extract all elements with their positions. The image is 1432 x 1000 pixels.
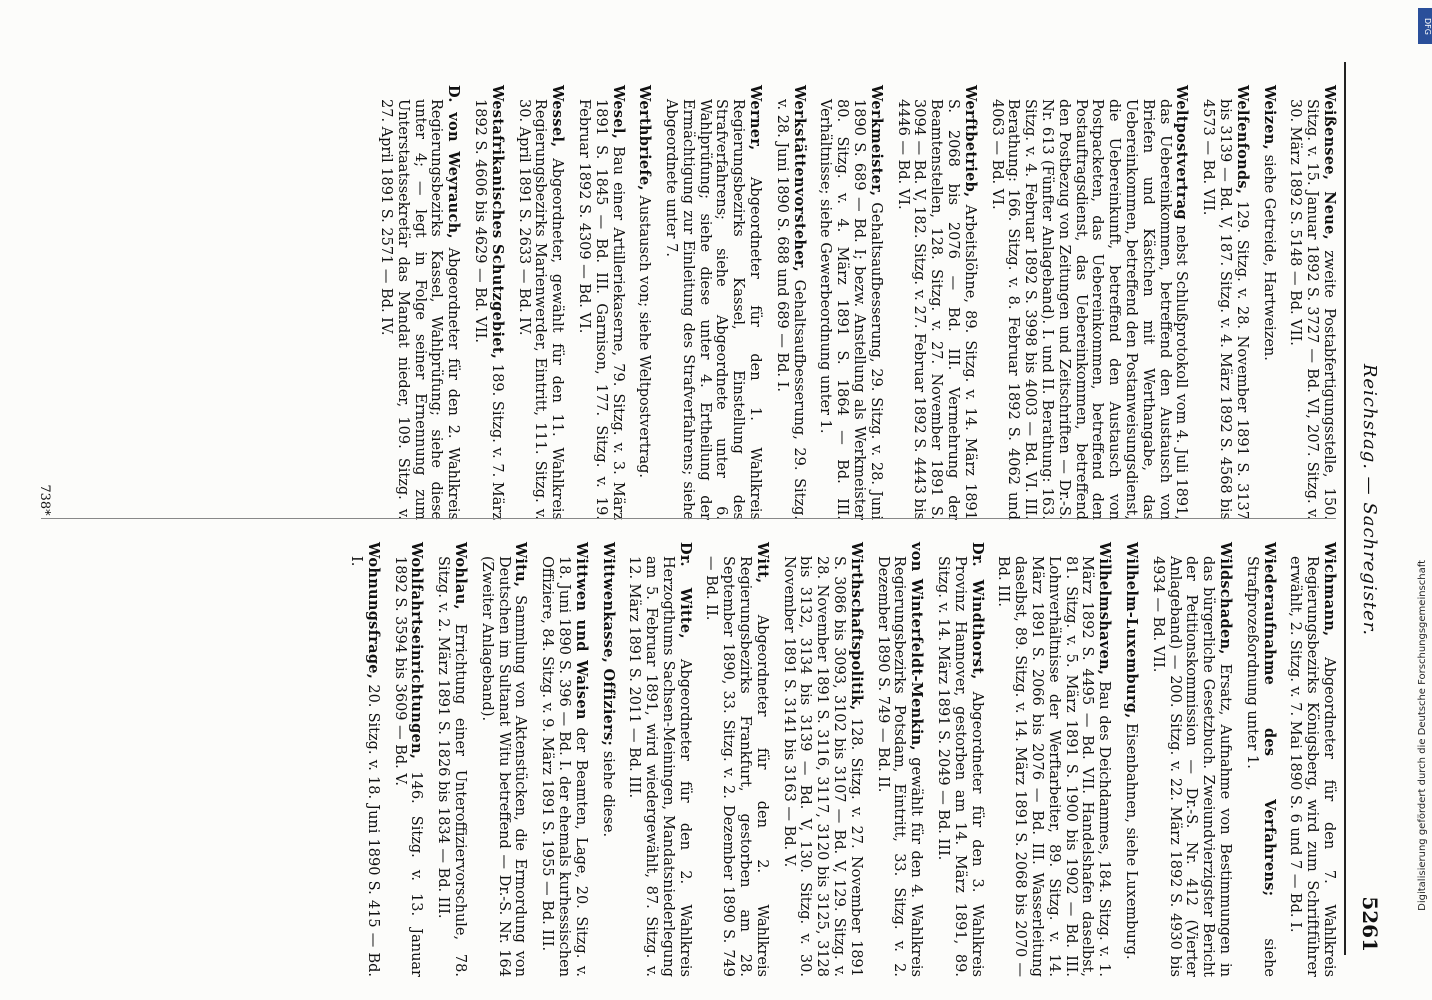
entry-text: der Beamten, Lage, 20. Sitzg. v. 18. Juni 1890 S. 396 — Bd. I. der ehemals kurhessischen Offiziere, 84. Sitzg. v. 9. März 1891 S. 1955 — Bd. III. — [539, 556, 589, 977]
index-entry — [478, 542, 528, 977]
index-entry — [1122, 542, 1139, 977]
index-entry — [515, 85, 565, 520]
index-entry — [1260, 85, 1277, 520]
entry-text: Arbeitslöhne, 89. Sitzg. v. 14. März 1891 S. 2068 bis 2076 — Bd. III. Vermehrung der Beamtenstellen, 128. Sitzg. v. 27. November 1891 S. 3094 — Bd. V, 182. Sitzg. v. 27. Februar 1892 S. 4443 bis 4446 — Bd. VI. — [894, 99, 978, 521]
entry-text: Bau einer Artilleriekaserne, 79. Sitzg. v. 3. März 1891 S. 1845 — Bd. III. Garnison, 177. Sitzg. v. 19. Februar 1892 S. 4309 — Bd. VI. — [575, 99, 626, 520]
entry-heading: Wittwen und Waisen — [572, 542, 590, 720]
entry-text: siehe Getreide, Hartweizen. — [1260, 154, 1277, 361]
index-entry — [894, 85, 978, 520]
index-entry — [599, 542, 616, 977]
index-entry — [1287, 542, 1337, 977]
digitization-credit: Digitalisierung gefördert durch die Deutsche Forschungsgemeinschaft — [1417, 560, 1428, 911]
entry-heading: Wessel, — [549, 85, 567, 148]
entry-heading: Wohnungsfrage, — [364, 542, 382, 680]
entry-text: Austausch von; siehe Weltpostvertrag. — [636, 195, 653, 479]
index-entry — [575, 85, 625, 520]
entry-heading: Wohlfahrtseinrichtungen, — [408, 542, 426, 760]
entry-text: Gehaltsaufbesserung, 29. Sitzg. v. 28. Juni 1890 S. 689 — Bd. I; bezw. Anstellung als Werkmeister 80. Sitzg. v. 4. März 1891 S. 1864 — Bd. III. Verhältnisse; siehe Gewerbeordnung unter 1. — [817, 99, 884, 521]
entry-text: gewählt für den 4. Wahlkreis Regierungsbezirks Potsdam, Eintritt, 33. Sitzg. v. 2. Dezember 1890 S. 749 — Bd. II. — [874, 556, 925, 977]
index-entry — [471, 85, 505, 520]
entry-text: siehe diese. — [599, 750, 616, 838]
entry-heading: Welfenfonds, — [1233, 85, 1251, 195]
entry-text: 129. Sitzg. v. 28. November 1891 S. 3137 bis 3139 — Bd. V, 187. Sitzg. v. 4. März 1892 S. 4568 bis 4573 — Bd. VII. — [1200, 99, 1250, 520]
entry-heading: Werkstättenvorsteher, — [790, 85, 808, 272]
page-number: 5261 — [1358, 896, 1382, 952]
index-entry — [988, 85, 1190, 520]
entry-heading: Werner, — [747, 85, 765, 151]
index-entry — [1243, 542, 1277, 977]
index-entry — [434, 542, 468, 977]
entry-text: Abgeordneter für den 3. Wahlkreis Provinz Hannover, gestorben am 14. März 1891, 89. Sitzg. v. 14. März 1891 S. 2049 — Bd. III. — [935, 556, 985, 978]
entry-text: Abgeordneter für den 2. Wahlkreis Herzogthums Sachsen-Meiningen, Mandatsniederlegung am 5. Februar 1891, wird wiedergewählt, 87. Sitzg. v. 12. März 1891 S. 2011 — Bd. III. — [626, 556, 693, 978]
entry-heading: Wittwenkasse, Offiziers; — [599, 542, 617, 747]
entry-heading: Westafrikanisches Schutzgebiet, — [488, 85, 506, 360]
index-entry — [347, 542, 381, 977]
entry-text: Abgeordneter für den 7. Wahlkreis Regierungsbezirks Königsberg, wird zum Schriftführer erwählt, 2. Sitzg. v. 7. Mai 1890 S. 6 und 7 — Bd. I. — [1287, 556, 1337, 978]
entry-heading: Werkmeister, — [867, 85, 885, 197]
sheet-mark: 738* — [37, 484, 52, 516]
entry-text: Abgeordneter für den 2. Wahlkreis Regierungsbezirks Frankfurt, gestorben am 28. September 1890, 33. Sitzg. v. 2. Dezember 1890 S. 749 — Bd. II. — [703, 556, 770, 977]
entry-text: Ersatz, Aufnahme von Bestimmungen in das bürgerliche Gesetzbuch. Zweiundvierzigster Bericht der Petitionskommission — Dr.-S. Nr. 412 (Vierter Anlageband) — 200. Sitzg. v. 22. März 1892 S. 4930 bis 4934 — Bd. VII. — [1149, 556, 1234, 977]
entry-heading: Wildschaden, — [1217, 542, 1235, 655]
index-entry — [391, 542, 425, 977]
entry-heading: Werftbetrieb, — [961, 85, 979, 198]
index-entry — [817, 85, 884, 520]
page-header-title: Reichstag. — Sachregister. — [1359, 363, 1380, 637]
entry-heading: Wesel, — [609, 85, 627, 140]
index-entry — [703, 542, 770, 977]
entry-heading: Wohlau, — [451, 542, 469, 610]
index-entry — [626, 542, 693, 977]
index-entry — [636, 85, 653, 520]
entry-text: 146. Sitzg. v. 13. Januar 1892 S. 3594 bis 3609 — Bd. V. — [391, 556, 425, 977]
entry-heading: D. von Weyrauch, — [445, 85, 463, 239]
entry-heading: Wichmann, — [1321, 542, 1338, 637]
index-entry — [995, 542, 1113, 977]
index-entry — [662, 85, 763, 520]
entry-heading: Wiederaufnahme des Verfahrens; — [1260, 542, 1278, 897]
entry-text: Abgeordneter, gewählt für den 11. Wahlkreis Regierungsbezirks Marienwerder, Eintritt, 111. Sitzg. v. 30. April 1891 S. 2633 — Bd. IV. — [515, 99, 566, 520]
entry-text: Sammlung von Aktenstücken, die Ermordung von Deutschen im Sultanat Witu betreffend — Dr.-S. Nr. 164 (Zweiter Anlageband). — [478, 556, 529, 977]
index-entry — [1199, 85, 1249, 520]
entry-heading: Witu, — [512, 542, 530, 588]
entry-heading: Werthbriefe, — [636, 85, 654, 191]
entry-text: Abgeordneter für den 2. Wahlkreis Regierungsbezirks Kassel, Wahlprüfung; siehe diese unter 4; — legt in Folge seiner Ernennung zum Unterstaatssekretär das Mandat nieder, 109. Sitzg. v. 27. April 1891 S. 2571 — Bd. IV. — [377, 99, 462, 520]
entry-heading: Wilhelm-Luxemburg, — [1123, 542, 1141, 719]
entry-heading: Weißensee, Neue, — [1321, 85, 1338, 241]
entry-text: 20. Sitzg. v. 18. Juni 1890 S. 415 — Bd. I. — [347, 556, 381, 978]
entry-text: Errichtung einer Unteroffiziervorschule, 78. Sitzg. v. 2. März 1891 S. 1826 bis 1834 — Bd. III. — [435, 556, 468, 977]
entry-text: 189. Sitzg. v. 7. März 1892 S. 4606 bis 4629 — Bd. VII. — [471, 99, 505, 520]
entry-heading: Dr. Windthorst, — [968, 542, 986, 680]
left-column — [367, 85, 1337, 520]
entry-text: 128. Sitzg. v. 27. November 1891 S. 3086 bis 3093, 3102 bis 3107 — Bd. V, 129. Sitzg. v. 28. November 1891 S. 3116, 3117, 3120 bis 3125, 3128 bis 3132, 3134 bis 3139 — Bd. V, 130. Sitzg. v. 30. November 1891 S. 3141 bis 3163 — Bd. V. — [780, 556, 864, 977]
dfg-logo: DFG — [1418, 8, 1432, 44]
entry-heading: Weltpostvertrag — [1173, 85, 1191, 220]
entry-text: Bau des Deichdammes, 184. Sitzg. v. 1. März 1892 S. 4495 — Bd. VII. Handelshafen daselbst, 81. Sitzg. v. 5. März 1891 S. 1900 bis 1902 — Bd. III. Lohnverhältnisse der Werftarbeiter, 89. Sitzg. v. 14. März 1891 S. 2066 bis 2076 — Bd. III. Wasserleitung daselbst, 89. Sitzg. v. 14. März 1891 S. 2068 bis 2070 — Bd. III. — [995, 556, 1113, 977]
header-rule — [1344, 62, 1346, 955]
entry-heading: von Winterfeldt-Menkin, — [908, 542, 926, 751]
entry-text: siehe Strafprozeßordnung unter 1. — [1243, 556, 1277, 977]
index-entry — [780, 542, 864, 977]
entry-text: Eisenbahnen, siehe Luxemburg. — [1123, 723, 1140, 960]
index-entry — [773, 85, 807, 520]
entry-text: nebst Schlußprotokoll vom 4. Juli 1891, das Uebereinkommen, betreffend den Austausch von Briefen und Kästchen mit Werthangabe, das Uebereinkommen, betreffend den Postanweisungsdienst, die Uebereinkunft, betreffend den Austausch von Postpacketen, das Uebereinkommen, betreffend den Postauftragsdienst, das Uebereinkommen, betreffend den Postbezug von Zeitungen und Zeitschriften — Dr.-S. Nr. 613 (Fünfter Anlageband). I. und II. Berathung: 163. Sitzg. v. 4. Februar 1892 S. 3998 bis 4003 — Bd. VI. III. Berathung: 166. Sitzg. v. 8. Februar 1892 S. 4062 und 4063 — Bd. VI. — [988, 99, 1190, 520]
index-entry — [1149, 542, 1233, 977]
entry-text: Gehaltsaufbesserung, 29. Sitzg. v. 28. Juni 1890 S. 688 und 689 — Bd. I. — [773, 99, 807, 521]
index-entry — [1287, 85, 1337, 520]
entry-heading: Wirthschaftspolitik, — [847, 542, 865, 711]
entry-heading: Dr. Witte, — [676, 542, 694, 639]
entry-heading: Witt, — [753, 542, 771, 584]
entry-text: Abgeordneter für den 1. Wahlkreis Regierungsbezirks Kassel, Einstellung des Strafverfahrens; siehe Abgeordnete unter 6. Wahlprüfung; siehe diese unter 4. Ertheilung der Ermächtigung zur Einleitung des Strafverfahrens; siehe Abgeordnete unter 7. — [663, 99, 764, 520]
entry-heading: Wilhelmshaven, — [1096, 542, 1114, 676]
right-column — [337, 542, 1337, 977]
column-divider — [41, 518, 1336, 519]
index-entry — [538, 542, 588, 977]
index-entry — [934, 542, 984, 977]
index-entry — [377, 85, 461, 520]
index-entry — [874, 542, 924, 977]
entry-text: zweite Postabfertigungsstelle, 150. Sitzg. v. 15. Januar 1892 S. 3727 — Bd. VI, 207. Sitzg. v. 30. März 1892 S. 5148 — Bd. VII. — [1287, 99, 1337, 520]
entry-heading: Weizen, — [1260, 85, 1278, 150]
